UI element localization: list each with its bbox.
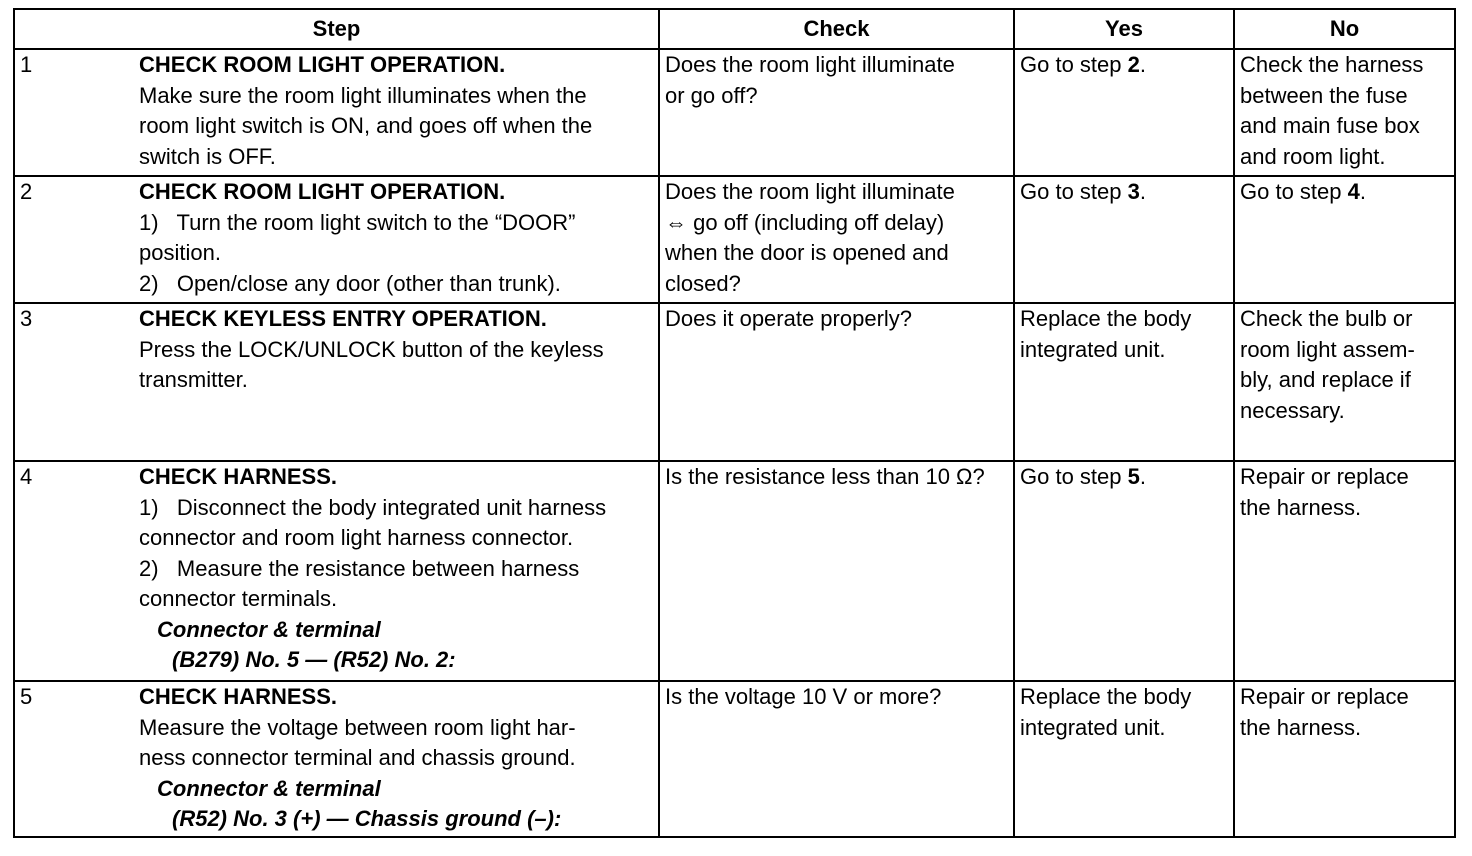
step-title: CHECK ROOM LIGHT OPERATION. (139, 52, 506, 77)
check-cell (659, 303, 1014, 461)
no-line: Check the bulb or (1240, 306, 1413, 331)
step-line: switch is OFF. (139, 143, 276, 169)
yes-step-number: 5 (1127, 464, 1140, 489)
no-cell (1234, 303, 1455, 461)
no-cell (1234, 461, 1455, 681)
yes-line: integrated unit. (1020, 336, 1166, 362)
step-number: 5 (20, 684, 33, 709)
no-line: Check the harness (1240, 52, 1424, 77)
table-row (14, 49, 1455, 176)
check-line: Does the room light illuminate (665, 52, 955, 77)
table-row (14, 303, 1455, 461)
step-line: Measure the voltage between room light har- (139, 714, 576, 740)
step-line: 1) Turn the room light switch to the “DOOR” (139, 209, 576, 235)
yes-text: Go to step (1020, 179, 1128, 204)
table-row (14, 681, 1455, 837)
check-line: Does the room light illuminate (665, 179, 955, 204)
yes-line: integrated unit. (1020, 714, 1166, 740)
no-line: and room light. (1240, 143, 1386, 169)
header-yes: Yes (1014, 9, 1234, 49)
step-title: CHECK ROOM LIGHT OPERATION. (139, 179, 506, 204)
connector-value: (R52) No. 3 (+) — Chassis ground (–): (172, 806, 562, 831)
step-title: CHECK KEYLESS ENTRY OPERATION. (139, 306, 547, 331)
no-line: Repair or replace (1240, 684, 1409, 709)
step-line: position. (139, 240, 221, 265)
step-cell (14, 176, 659, 303)
no-cell (1234, 176, 1455, 303)
header-row (14, 9, 1455, 49)
step-line: 2) Measure the resistance between harness (139, 555, 580, 581)
header-check: Check (659, 9, 1014, 49)
connector-value: (B279) No. 5 — (R52) No. 2: (172, 647, 456, 672)
no-line: and main fuse box (1240, 113, 1420, 138)
yes-cell (1014, 303, 1234, 461)
yes-text: Go to step (1020, 52, 1128, 77)
no-line: Repair or replace (1240, 464, 1409, 489)
step-number: 3 (20, 306, 33, 331)
no-suffix: . (1359, 179, 1366, 204)
step-cell (14, 49, 659, 176)
step-line: connector terminals. (139, 586, 338, 611)
check-cell (659, 176, 1014, 303)
step-line: transmitter. (139, 367, 248, 392)
table-row (14, 176, 1455, 303)
step-cell (14, 681, 659, 837)
no-text: Go to step (1240, 179, 1348, 204)
yes-suffix: . (1139, 52, 1146, 77)
no-line: between the fuse (1240, 82, 1408, 108)
check-line: or go off? (665, 82, 758, 108)
yes-cell (1014, 461, 1234, 681)
check-cell (659, 681, 1014, 837)
step-number: 2 (20, 179, 33, 204)
check-cell (659, 49, 1014, 176)
check-line: Does it operate properly? (665, 306, 913, 331)
yes-cell (1014, 176, 1234, 303)
step-cell (14, 303, 659, 461)
check-line: ⇔ go off (including off delay) (665, 209, 945, 235)
step-number: 1 (20, 52, 33, 77)
step-line: Press the LOCK/UNLOCK button of the keyless (139, 336, 604, 362)
connector-label: Connector & terminal (157, 775, 381, 801)
check-line: Is the resistance less than 10 Ω? (665, 464, 985, 489)
step-line: connector and room light harness connector. (139, 525, 574, 550)
yes-line: Replace the body (1020, 306, 1192, 331)
check-line: Is the voltage 10 V or more? (665, 684, 942, 709)
yes-suffix: . (1139, 464, 1146, 489)
yes-suffix: . (1139, 179, 1146, 204)
check-line: closed? (665, 270, 741, 296)
header-step: Step (14, 9, 659, 49)
no-line: room light assem- (1240, 336, 1415, 362)
check-line: when the door is opened and (665, 240, 949, 265)
step-title: CHECK HARNESS. (139, 684, 338, 709)
yes-line: Replace the body (1020, 684, 1192, 709)
check-cell (659, 461, 1014, 681)
yes-cell (1014, 681, 1234, 837)
step-number: 4 (20, 464, 33, 489)
no-step-number: 4 (1347, 179, 1360, 204)
connector-label: Connector & terminal (157, 616, 381, 642)
yes-cell (1014, 49, 1234, 176)
yes-step-number: 2 (1127, 52, 1140, 77)
step-title: CHECK HARNESS. (139, 464, 338, 489)
no-line: the harness. (1240, 494, 1362, 520)
table-row (14, 461, 1455, 681)
no-line: the harness. (1240, 714, 1362, 740)
header-no: No (1234, 9, 1455, 49)
yes-step-number: 3 (1127, 179, 1140, 204)
no-line: necessary. (1240, 397, 1345, 423)
step-line: ness connector terminal and chassis ground. (139, 745, 576, 770)
step-line: 2) Open/close any door (other than trunk). (139, 270, 561, 296)
diagnostic-table (13, 8, 1456, 838)
step-line: Make sure the room light illuminates when the (139, 82, 587, 108)
yes-text: Go to step (1020, 464, 1128, 489)
no-cell (1234, 49, 1455, 176)
step-line: room light switch is ON, and goes off when the (139, 113, 593, 138)
step-cell (14, 461, 659, 681)
no-line: bly, and replace if (1240, 367, 1411, 392)
step-line: 1) Disconnect the body integrated unit harness (139, 494, 607, 520)
no-cell (1234, 681, 1455, 837)
